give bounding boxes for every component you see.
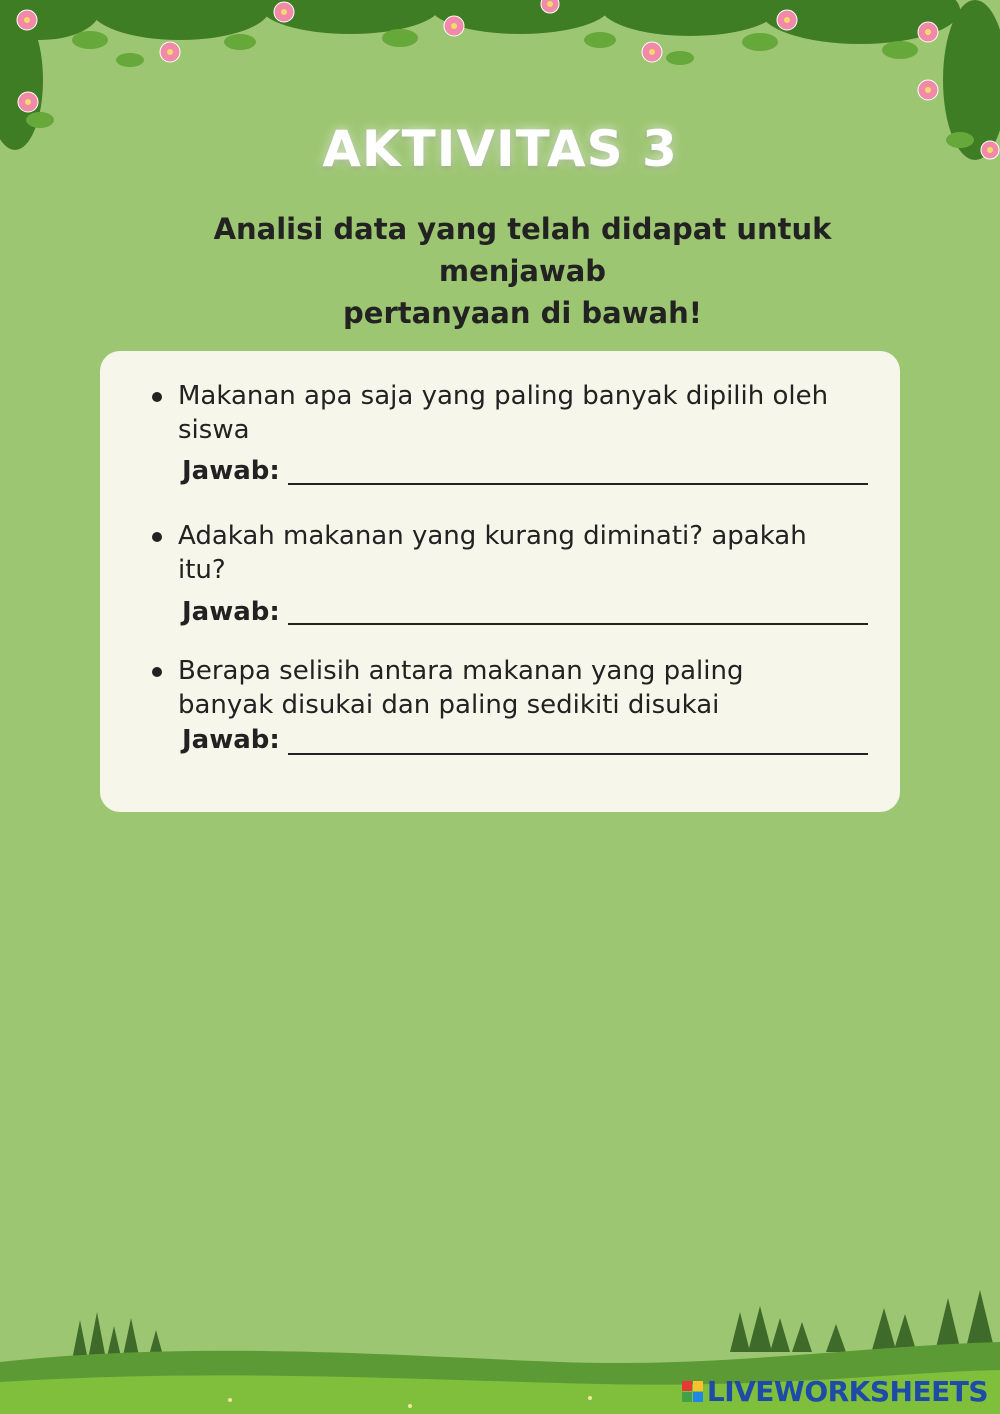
instructions — [130, 208, 915, 334]
answer-1-field[interactable] — [288, 483, 868, 485]
question-2-line-1: Adakah makanan yang kurang diminati? apakah — [178, 521, 807, 551]
bullet-icon — [152, 667, 162, 677]
question-3 — [178, 654, 878, 722]
question-1-line-2: siswa — [178, 415, 250, 445]
answer-3-field[interactable] — [288, 753, 868, 755]
bullet-icon — [152, 532, 162, 542]
liveworksheets-logo-icon — [682, 1381, 703, 1402]
instructions-line-1: Analisi data yang telah didapat untuk menjawab — [213, 212, 832, 288]
bullet-icon — [152, 392, 162, 402]
answer-2-label: Jawab: — [182, 597, 280, 627]
answer-1-label: Jawab: — [182, 456, 280, 486]
answer-2-field[interactable] — [288, 623, 868, 625]
watermark-text: LIVEWORKSHEETS — [706, 1375, 988, 1408]
question-3-line-2: banyak disukai dan paling sedikiti disukai — [178, 690, 720, 720]
page-title: AKTIVITAS 3 — [322, 120, 678, 178]
question-1-line-1: Makanan apa saja yang paling banyak dipilih oleh — [178, 381, 829, 411]
question-3-line-1: Berapa selisih antara makanan yang paling — [178, 656, 744, 686]
instructions-line-2: pertanyaan di bawah! — [343, 296, 702, 330]
liveworksheets-watermark — [682, 1375, 988, 1408]
question-2-line-2: itu? — [178, 555, 226, 585]
question-2 — [178, 519, 878, 587]
question-card — [100, 351, 900, 812]
answer-3-label: Jawab: — [182, 725, 280, 755]
question-1 — [178, 379, 878, 447]
